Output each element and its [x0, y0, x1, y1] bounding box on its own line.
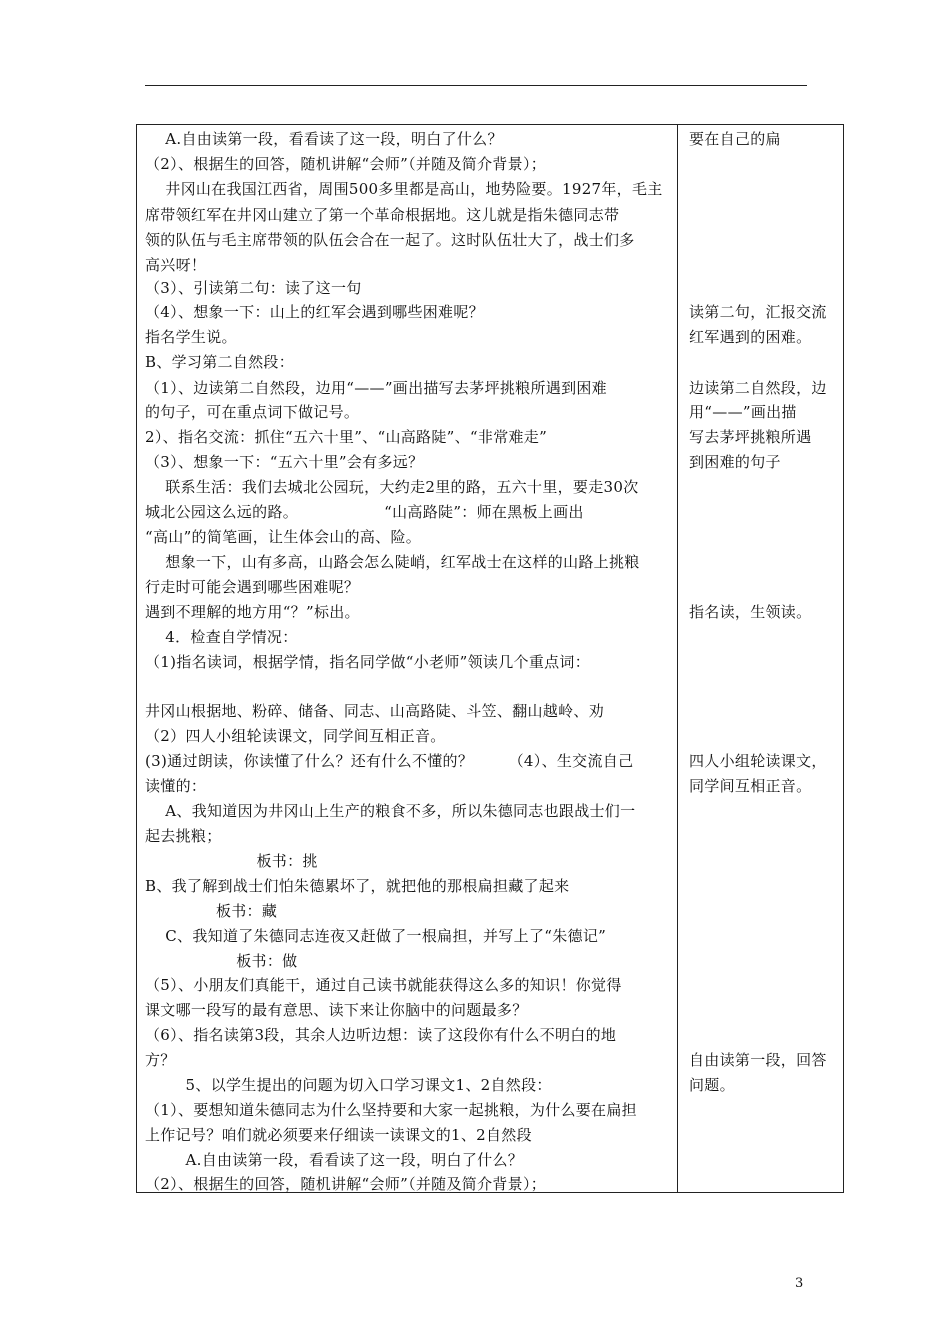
main-text-line: 5、以学生提出的问题为切入口学习课文1、2自然段：	[145, 1076, 552, 1094]
main-text-line: 遇到不理解的地方用“？”标出。	[145, 603, 360, 621]
main-text-line: （4）、想象一下：山上的红军会遇到哪些困难呢？	[145, 303, 484, 321]
main-text-line: 上作记号？咱们就必须要来仔细读一读课文的1、2自然段	[145, 1126, 532, 1144]
main-text-line: （5）、小朋友们真能干，通过自己读书就能获得这么多的知识！你觉得	[145, 976, 622, 994]
side-text-line: 用“——”画出描	[689, 403, 797, 421]
main-text-line: 井冈山在我国江西省，周围500多里都是高山，地势险要。1927年，毛主	[145, 180, 663, 198]
side-text-line: 指名读，生领读。	[689, 603, 812, 621]
main-text-line: 4．检查自学情况：	[145, 628, 298, 646]
main-text-line: （1）、边读第二自然段，边用“——”画出描写去茅坪挑粮所遇到困难	[145, 379, 607, 397]
main-text-line: (3)通过朗读，你读懂了什么？还有什么不懂的？ （4）、生交流自己	[145, 752, 634, 770]
side-text-line: 问题。	[689, 1076, 735, 1094]
main-text-line: （6）、指名读第3段，其余人边听边想：读了这段你有什么不明白的地	[145, 1026, 617, 1044]
main-text-line: A.自由读第一段，看看读了这一段，明白了什么？	[145, 130, 503, 148]
main-text-line: 起去挑粮；	[145, 827, 222, 845]
main-text-line: 高兴呀！	[145, 256, 207, 274]
main-text-line: （1）、要想知道朱德同志为什么坚持要和大家一起挑粮，为什么要在扁担	[145, 1101, 637, 1119]
main-text-line: 读懂的：	[145, 777, 207, 795]
side-text-line: 读第二句，汇报交流	[689, 303, 827, 321]
main-text-line: 板书：做	[145, 952, 298, 970]
header-rule	[145, 85, 807, 86]
main-text-line: （2）、根据生的回答，随机讲解“会师”（并随及简介背景）；	[145, 1175, 547, 1193]
main-text-line: 想象一下，山有多高，山路会怎么陡峭，红军战士在这样的山路上挑粮	[145, 553, 640, 571]
main-text-line: （2）、根据生的回答，随机讲解“会师”（并随及简介背景）；	[145, 155, 547, 173]
side-text-line: 写去茅坪挑粮所遇	[689, 428, 812, 446]
main-text-line: C、我知道了朱德同志连夜又赶做了一根扁担，并写上了“朱德记”	[145, 927, 607, 945]
main-text-line: 课文哪一段写的最有意思、读下来让你脑中的问题最多？	[145, 1001, 528, 1019]
column-divider	[677, 125, 678, 1192]
main-text-line: 席带领红军在井冈山建立了第一个革命根据地。这儿就是指朱德同志带	[145, 206, 620, 224]
main-text-line: 井冈山根据地、粉碎、储备、同志、山高路陡、斗笠、翻山越岭、劝	[145, 702, 605, 720]
side-text-line: 自由读第一段，回答	[689, 1051, 827, 1069]
side-text-line: 边读第二自然段，边	[689, 379, 827, 397]
main-text-line: 2）、指名交流：抓住“五六十里”、“山高路陡”、“非常难走”	[145, 428, 548, 446]
side-text-line: 红军遇到的困难。	[689, 328, 812, 346]
main-text-line: 联系生活：我们去城北公园玩，大约走2里的路，五六十里，要走30次	[145, 478, 639, 496]
main-text-line: “高山”的简笔画，让生体会山的高、险。	[145, 528, 422, 546]
main-text-line: A.自由读第一段，看看读了这一段，明白了什么？	[145, 1151, 524, 1169]
main-text-line: 城北公园这么远的路。 “山高路陡”：师在黑板上画出	[145, 503, 584, 521]
main-text-line: B、我了解到战士们怕朱德累坏了，就把他的那根扁担藏了起来	[145, 877, 570, 895]
main-text-line: A、我知道因为井冈山上生产的粮食不多，所以朱德同志也跟战士们一	[145, 802, 636, 820]
main-text-line: 板书：挑	[145, 852, 318, 870]
side-text-line: 四人小组轮读课文，	[689, 752, 827, 770]
main-text-line: 领的队伍与毛主席带领的队伍会合在一起了。这时队伍壮大了，战士们多	[145, 231, 635, 249]
side-text-line: 要在自己的扁	[689, 130, 781, 148]
main-text-line: B、学习第二自然段：	[145, 353, 295, 371]
main-text-line: 行走时可能会遇到哪些困难呢？	[145, 578, 360, 596]
main-text-line: 方？	[145, 1051, 176, 1069]
lesson-table	[136, 124, 844, 1193]
main-text-line: （3）、引读第二句：读了这一句	[145, 279, 362, 297]
main-text-line: 的句子，可在重点词下做记号。	[145, 403, 360, 421]
main-text-line: （1)指名读词，根据学情，指名同学做“小老师”领读几个重点词：	[145, 653, 591, 671]
side-text-line: 到困难的句子	[689, 453, 781, 471]
side-text-line: 同学间互相正音。	[689, 777, 812, 795]
main-text-line: 板书：藏	[145, 902, 278, 920]
main-text-line: 指名学生说。	[145, 328, 237, 346]
main-text-line: （2）四人小组轮读课文，同学间互相正音。	[145, 727, 446, 745]
main-text-line: （3）、想象一下：“五六十里”会有多远？	[145, 453, 424, 471]
page-number: 3	[795, 1276, 804, 1291]
